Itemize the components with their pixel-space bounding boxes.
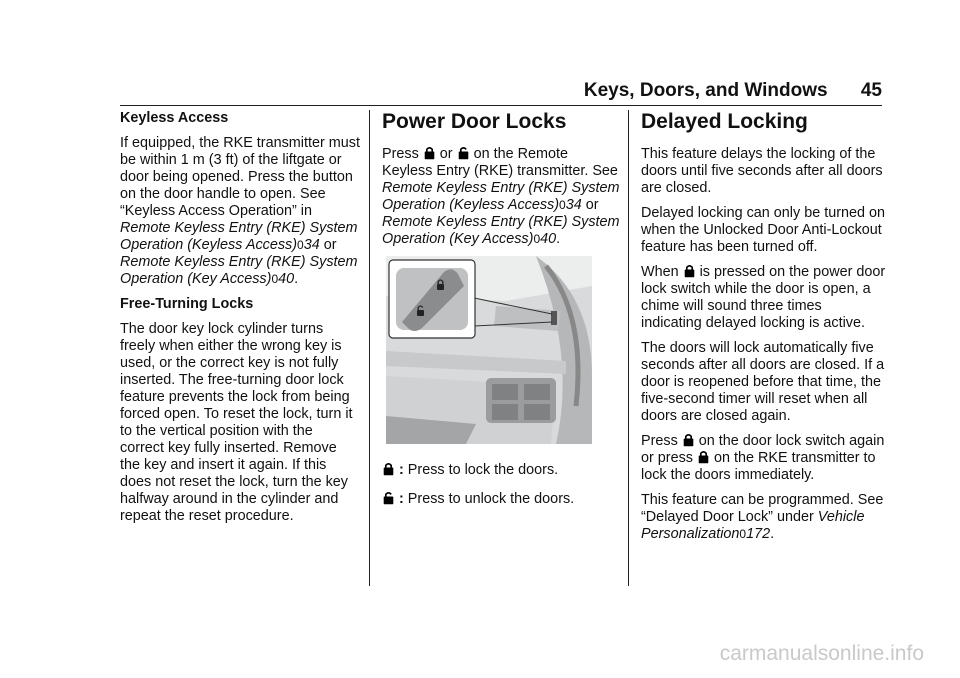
free-turning-paragraph: The door key lock cylinder turns freely when either the wrong key is used, or the correct key is not fully inserted. The free-turning door lock feature prevents the lock from being forced open. To reset the lock, turn it to the vertical position with the correct key fully inserted. Remove the key and insert it again. If this does not reset the lock, turn the key halfway around in the cylinder and repeat the reset procedure. (120, 321, 353, 524)
page-reference-arrow: 0 (271, 272, 279, 286)
unlock-definition: : Press to unlock the doors. (382, 491, 622, 508)
section-title: Keys, Doors, and Windows (583, 80, 828, 101)
delayed-locking-paragraph-5: Press on the door lock switch again or press on the RKE transmitter to lock the doors immediately. (641, 433, 885, 483)
page-header (584, 80, 882, 102)
door-lock-switch-photo (386, 256, 592, 444)
lock-icon (684, 264, 695, 278)
header-rule (120, 105, 882, 106)
subheading-free-turning-locks: Free-Turning Locks (120, 296, 254, 312)
page-reference-arrow: 0 (297, 238, 304, 252)
lock-icon (698, 450, 709, 464)
heading-delayed-locking: Delayed Locking (641, 110, 808, 133)
lock-definition-text: Press to lock the doors. (407, 462, 559, 478)
column-divider (369, 110, 370, 586)
unlock-icon (383, 491, 394, 505)
lock-definition: : Press to lock the doors. (382, 462, 622, 479)
power-door-locks-paragraph: Press or on the Remote Keyless Entry (RKE) transmitter. See Remote Keyless Entry (RKE) System Operation (Keyless Access)034 or Remote Keyless Entry (RKE) System Operation (Key Access)040. (382, 146, 620, 247)
delayed-locking-paragraph-2: Delayed locking can only be turned on when the Unlocked Door Anti-Lockout feature has been turned off. (641, 205, 886, 255)
lock-icon (424, 146, 435, 160)
column-divider (628, 110, 629, 586)
unlock-icon (458, 146, 469, 160)
unlock-definition-text: Press to unlock the doors. (407, 491, 575, 507)
column-3 (641, 110, 886, 551)
watermark: carmanualsonline.info (719, 642, 924, 665)
subheading-keyless-access: Keyless Access (120, 110, 229, 126)
page-reference-arrow: 0 (533, 232, 541, 246)
page-reference-arrow: 0 (739, 527, 747, 541)
column-1 (120, 110, 360, 533)
page-reference-arrow: 0 (559, 198, 566, 212)
delayed-locking-paragraph-3: When is pressed on the power door lock switch while the door is open, a chime will sound three times indicating delayed locking is active. (641, 264, 886, 331)
lock-icon (383, 462, 394, 476)
delayed-locking-paragraph-1: This feature delays the locking of the doors until five seconds after all doors are closed. (641, 146, 883, 196)
heading-power-door-locks: Power Door Locks (382, 110, 567, 133)
delayed-locking-paragraph-4: The doors will lock automatically five seconds after all doors are closed. If a door is reopened before that time, the five-second timer will reset when all doors are closed again. (641, 340, 885, 424)
lock-icon (683, 433, 694, 447)
column-2 (382, 110, 622, 520)
page-number: 45 (860, 80, 882, 101)
keyless-access-paragraph: If equipped, the RKE transmitter must be within 1 m (3 ft) of the liftgate or door being opened. Press the button on the door handle to open. See “Keyless Access Operation” in Remote Keyless Entry (RKE) System Operation (Keyless Access)034 or Remote Keyless Entry (RKE) System Operation (Key Access)040. (120, 135, 360, 287)
delayed-locking-paragraph-6: This feature can be programmed. See “Delayed Door Lock” under Vehicle Personalization0172. (641, 492, 884, 542)
